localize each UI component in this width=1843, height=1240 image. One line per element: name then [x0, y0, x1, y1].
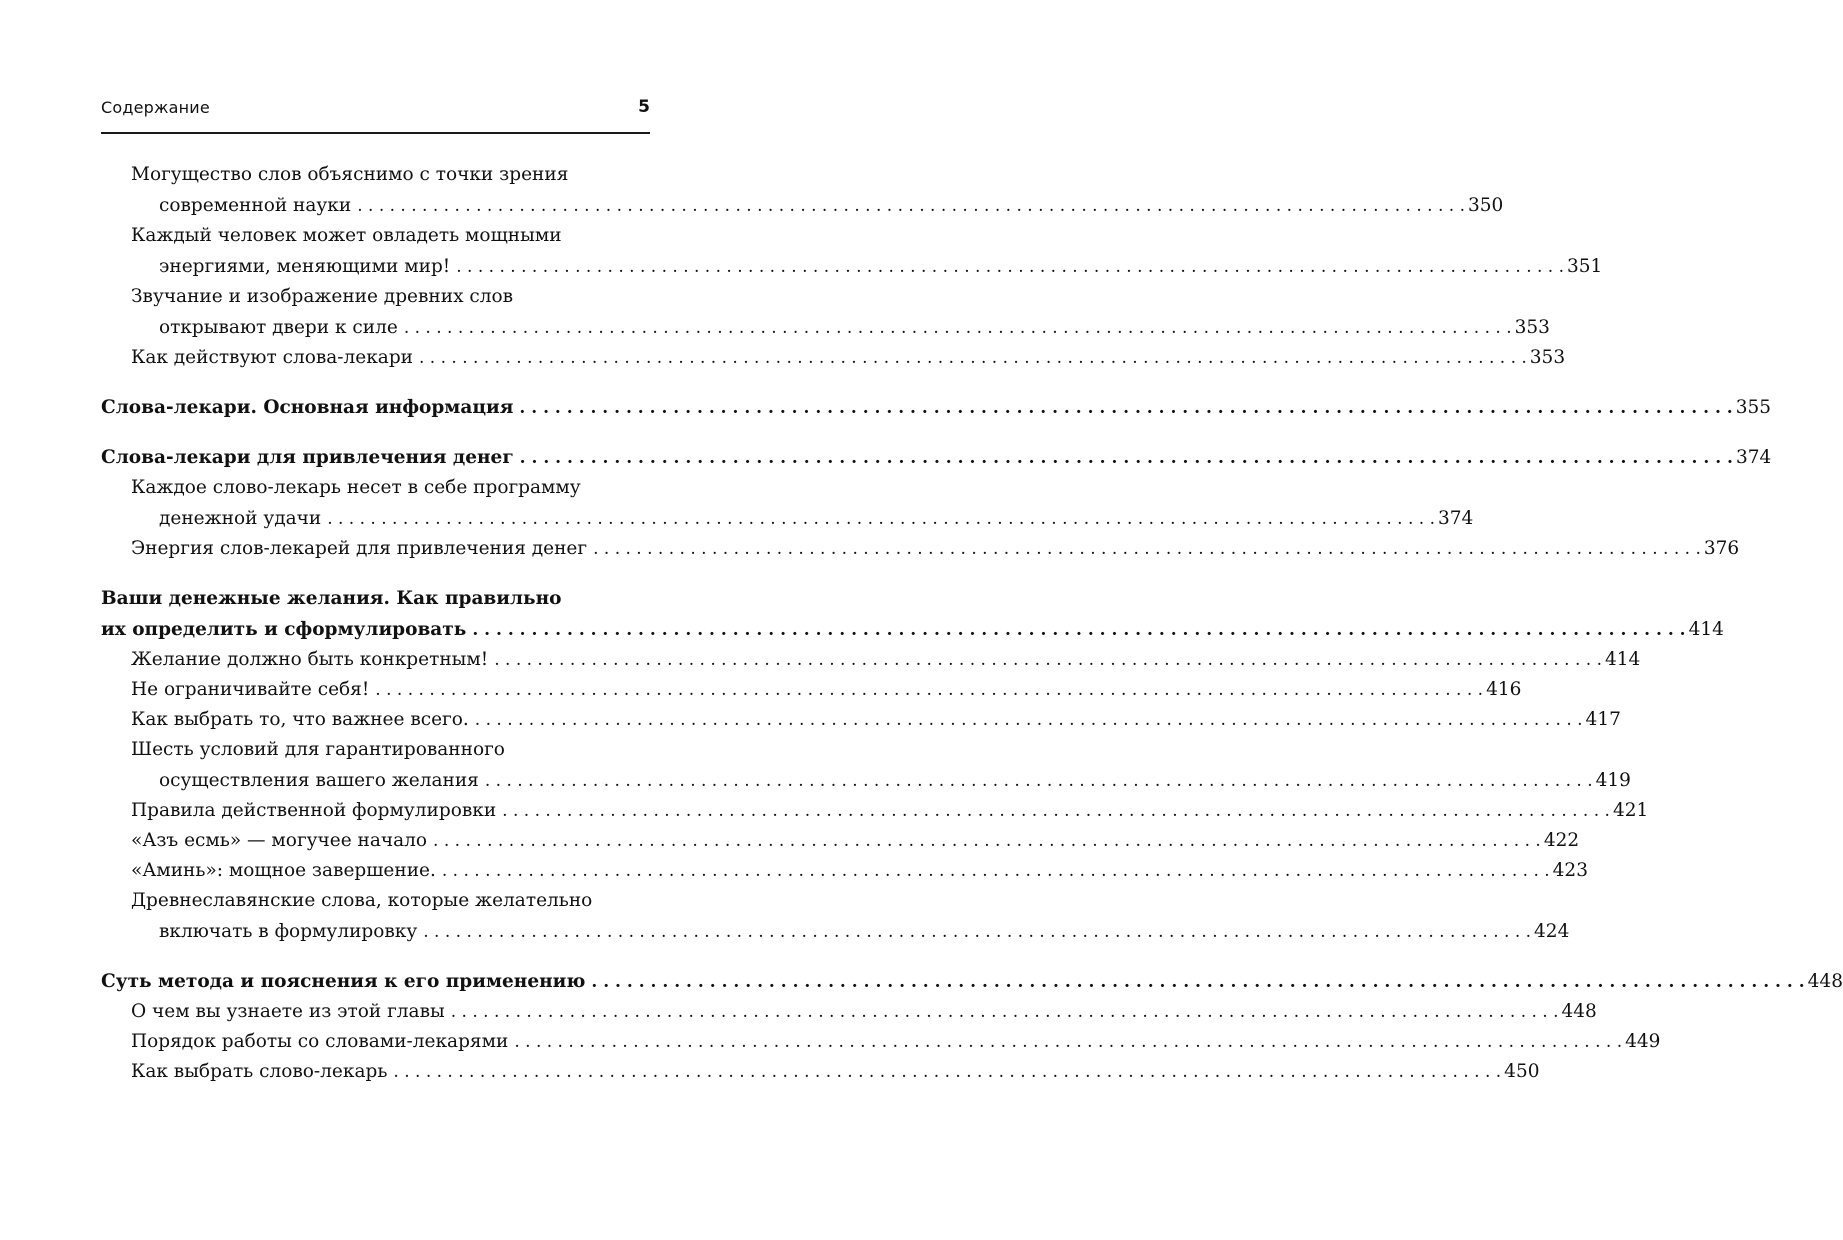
toc-entry-title: Как действуют слова-лекари [131, 347, 413, 368]
dot-leader [419, 343, 1527, 373]
toc-entry-title: «Аминь»: мощное завершение. [131, 860, 436, 881]
toc-page-number: 351 [1567, 256, 1603, 277]
dot-leader [519, 393, 1732, 423]
toc-entry-line [131, 735, 650, 765]
toc-entry-line [131, 343, 1566, 373]
toc-entry-title: Древнеславянские слова, которые желательно [131, 890, 593, 911]
toc-entry-title: Шесть условий для гарантированного [131, 739, 505, 760]
toc-entry-line [131, 312, 1550, 343]
toc-entry-line [131, 645, 1641, 675]
toc-section-entry[interactable] [101, 796, 1649, 826]
dot-leader [502, 796, 1610, 826]
toc-page-number: 355 [1735, 397, 1772, 418]
toc-entry-title: их определить и сформулировать [101, 619, 467, 640]
toc-entry-title: денежной удачи [159, 508, 322, 529]
toc-entry-line [131, 534, 1740, 564]
toc-entry-line [131, 221, 650, 251]
dot-leader [591, 967, 1804, 997]
toc-page-number: 449 [1625, 1031, 1661, 1052]
toc-entry-line [101, 584, 650, 614]
table-of-contents [101, 160, 1843, 1087]
toc-page-number: 448 [1561, 1001, 1597, 1022]
toc-entry-line [131, 190, 1504, 221]
dot-leader [433, 826, 1541, 856]
toc-page-number: 374 [1437, 508, 1474, 529]
toc-entry-title: включать в формулировку [159, 921, 418, 942]
dot-leader [514, 1027, 1622, 1057]
toc-chapter-entry[interactable] [101, 443, 1772, 473]
toc-entry-line [131, 473, 650, 503]
dot-leader [475, 705, 1583, 735]
toc-entry-title: энергиями, меняющими мир! [159, 256, 451, 277]
toc-entry-line [131, 160, 650, 190]
toc-entry-title: Звучание и изображение древних слов [131, 286, 514, 307]
toc-page-number: 421 [1612, 800, 1649, 821]
toc-page-number: 353 [1529, 347, 1566, 368]
toc-page-number: 422 [1543, 830, 1580, 851]
toc-section-entry[interactable] [101, 1027, 1661, 1057]
toc-page-number: 419 [1595, 770, 1631, 791]
toc-section-entry[interactable] [101, 160, 1504, 221]
toc-page-number: 423 [1552, 860, 1588, 881]
toc-chapter-entry[interactable] [101, 393, 1772, 423]
toc-page-number: 350 [1467, 195, 1504, 216]
toc-entry-title: Энергия слов-лекарей для привлечения денег [131, 538, 588, 559]
toc-entry-line [131, 765, 1631, 796]
dot-leader [520, 443, 1733, 473]
toc-entry-title: Желание должно быть конкретным! [131, 649, 489, 670]
dot-leader [442, 856, 1550, 886]
toc-entry-line [131, 856, 1588, 886]
toc-entry-line [131, 1057, 1540, 1087]
dot-leader [494, 645, 1602, 675]
toc-chapter-entry[interactable] [101, 584, 1724, 645]
toc-section-entry[interactable] [101, 343, 1566, 373]
toc-section-entry[interactable] [101, 705, 1621, 735]
toc-page-number: 417 [1585, 709, 1621, 730]
toc-entry-line [131, 916, 1570, 947]
toc-entry-title: Каждое слово-лекарь несет в себе программу [131, 477, 581, 498]
dot-leader [393, 1057, 1501, 1087]
toc-section-entry[interactable] [101, 534, 1740, 564]
toc-entry-line [131, 705, 1621, 735]
toc-entry-title: Как выбрать то, что важнее всего. [131, 709, 469, 730]
dot-leader [485, 765, 1593, 797]
toc-entry-title: Как выбрать слово-лекарь [131, 1061, 388, 1082]
toc-entry-line [131, 826, 1580, 856]
toc-page-number: 414 [1604, 649, 1641, 670]
running-header [101, 96, 650, 134]
toc-entry-line [131, 251, 1603, 282]
toc-page-number: 448 [1807, 971, 1843, 992]
toc-entry-line [101, 967, 1843, 997]
toc-page-number: 414 [1688, 619, 1724, 640]
toc-section-entry[interactable] [101, 221, 1603, 282]
toc-entry-line [131, 886, 650, 916]
toc-page-number: 424 [1534, 921, 1570, 942]
toc-entry-line [101, 393, 1772, 423]
toc-entry-line [131, 796, 1649, 826]
toc-section-entry[interactable] [101, 282, 1550, 343]
toc-entry-title: Правила действенной формулировки [131, 800, 497, 821]
toc-entry-line [131, 1027, 1661, 1057]
page-number: 5 [638, 97, 650, 117]
toc-entry-title: Слова-лекари. Основная информация [101, 397, 514, 418]
header-title: Содержание [101, 98, 210, 117]
toc-entry-title: открывают двери к силе [159, 317, 398, 338]
toc-section-entry[interactable] [101, 473, 1474, 534]
dot-leader [404, 312, 1512, 344]
toc-entry-title: Каждый человек может овладеть мощными [131, 225, 562, 246]
dot-leader [423, 916, 1531, 948]
toc-entry-line [131, 997, 1597, 1027]
toc-section-entry[interactable] [101, 645, 1641, 675]
toc-section-entry[interactable] [101, 675, 1522, 705]
toc-entry-title: Ваши денежные желания. Как правильно [101, 588, 562, 609]
toc-entry-line [131, 282, 650, 312]
toc-section-entry[interactable] [101, 886, 1570, 947]
toc-entry-title: Порядок работы со словами-лекарями [131, 1031, 509, 1052]
toc-page-number: 450 [1504, 1061, 1540, 1082]
dot-leader [327, 503, 1435, 535]
dot-leader [357, 190, 1465, 222]
toc-section-entry[interactable] [101, 856, 1588, 886]
dot-leader [456, 251, 1564, 283]
toc-entry-line [131, 503, 1474, 534]
toc-page-number: 353 [1514, 317, 1550, 338]
dot-leader [451, 997, 1559, 1027]
toc-page-number: 376 [1703, 538, 1740, 559]
toc-page-number: 416 [1486, 679, 1522, 700]
toc-entry-title: Слова-лекари для привлечения денег [101, 447, 514, 468]
toc-section-entry[interactable] [101, 1057, 1540, 1087]
dot-leader [375, 675, 1483, 705]
toc-entry-title: О чем вы узнаете из этой главы [131, 1001, 445, 1022]
toc-chapter-entry[interactable] [101, 967, 1843, 997]
toc-section-entry[interactable] [101, 826, 1580, 856]
toc-entry-line [101, 614, 1724, 645]
toc-page-number: 374 [1735, 447, 1772, 468]
toc-entry-title: «Азъ есмь» — могучее начало [131, 830, 428, 851]
toc-entry-title: современной науки [159, 195, 352, 216]
toc-entry-title: осуществления вашего желания [159, 770, 479, 791]
toc-entry-title: Могущество слов объяснимо с точки зрения [131, 164, 569, 185]
toc-section-entry[interactable] [101, 997, 1597, 1027]
toc-entry-line [101, 443, 1772, 473]
toc-entry-line [131, 675, 1522, 705]
toc-entry-title: Не ограничивайте себя! [131, 679, 370, 700]
toc-section-entry[interactable] [101, 735, 1631, 796]
dot-leader [593, 534, 1701, 564]
toc-entry-title: Суть метода и пояснения к его применению [101, 971, 586, 992]
dot-leader [472, 614, 1685, 646]
